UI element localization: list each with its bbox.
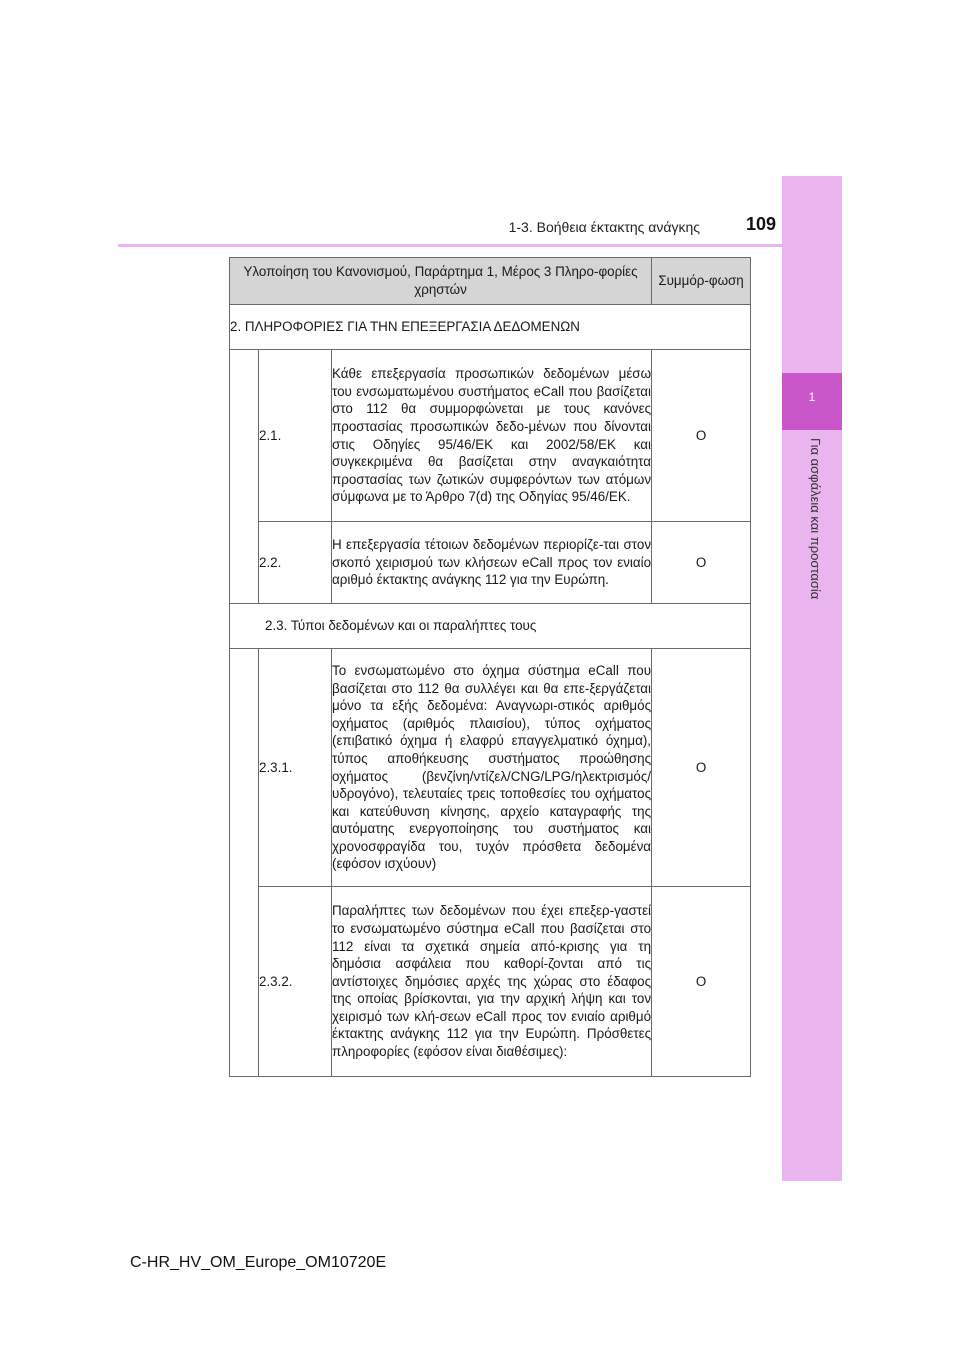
- row-text: Το ενσωματωμένο στο όχημα σύστημα eCall που βασίζεται στο 112 θα συλλέγει και θα επε-ξεργάζεται μόνο τα εξής δεδομένα: Αναγνωρι-στικός αριθμός οχήματος (αριθμός πλαισίου), τύπος οχήματος (επιβατικό όχημα ή ελαφρύ επαγγελματικό όχημα), τύπος αποθήκευσης συστήματος προώθησης οχήματος (βενζίνη/ντίζελ/CNG/LPG/ηλεκτρισμός/υδρογόνο), τελευταίες τρεις τοποθεσίες του οχήματος και κατεύθυνση κίνησης, αρχείο καταγραφής της αυτόματης ενεργοποίησης του συστήματος και χρονοσφραγίδα του, τυχόν πρόσθετα δεδομένα (εφόσον ισχύουν): [332, 649, 652, 887]
- row-number: 2.3.2.: [259, 887, 332, 1077]
- section-heading: 2. ΠΛΗΡΟΦΟΡΙΕΣ ΓΙΑ ΤΗΝ ΕΠΕΞΕΡΓΑΣΙΑ ΔΕΔΟΜΕΝΩΝ: [230, 305, 751, 350]
- row-text: Παραλήπτες των δεδομένων που έχει επεξερ-γαστεί το ενσωματωμένο σύστημα eCall που βασίζεται στο 112 είναι τα σχετικά σημεία από-κρισης για τη δημόσια ασφάλεια που καθορί-ζονται από τις αντίστοιχες δημόσιες αρχές της χώρας στο έδαφος της οποίας βρίσκονται, για την αρχική λήψη και τον χειρισμό των κλή-σεων eCall προς τον ενιαίο αριθμό έκτακτης ανάγκης 112 για την Ευρώπη. Πρόσθετες πληροφορίες (εφόσον είναι διαθέσιμες):: [332, 887, 652, 1077]
- section-row: [230, 305, 751, 350]
- indent-cell: [230, 350, 259, 604]
- header-divider: [118, 244, 782, 247]
- row-text: Η επεξεργασία τέτοιων δεδομένων περιορίζε-ται στον σκοπό χειρισμού των κλήσεων eCall προς τον ενιαίο αριθμό έκτακτης ανάγκης 112 για την Ευρώπη.: [332, 522, 652, 604]
- regulation-table: [229, 257, 751, 1077]
- header-compliance: Συμμόρ-φωση: [652, 258, 751, 305]
- section-row: [230, 604, 751, 649]
- section-title: 1-3. Βοήθεια έκτακτης ανάγκης: [508, 219, 700, 235]
- row-compliance: O: [652, 350, 751, 522]
- table-row: [230, 649, 751, 887]
- table-header-row: [230, 258, 751, 305]
- row-number: 2.2.: [259, 522, 332, 604]
- table-row: [230, 887, 751, 1077]
- section-heading: 2.3. Τύποι δεδομένων και οι παραλήπτες τους: [230, 604, 751, 649]
- row-number: 2.3.1.: [259, 649, 332, 887]
- row-compliance: O: [652, 522, 751, 604]
- row-number: 2.1.: [259, 350, 332, 522]
- table-row: [230, 522, 751, 604]
- chapter-label: Για ασφάλεια και προστασία: [808, 438, 823, 600]
- table-row: [230, 350, 751, 522]
- header-requirement: Υλοποίηση του Κανονισμού, Παράρτημα 1, Μέρος 3 Πληρο-φορίες χρηστών: [230, 258, 652, 305]
- row-compliance: O: [652, 649, 751, 887]
- row-compliance: O: [652, 887, 751, 1077]
- indent-cell: [230, 649, 259, 1077]
- chapter-side-tab: [782, 176, 842, 1181]
- page-number: 109: [745, 214, 776, 234]
- document-code: C-HR_HV_OM_Europe_OM10720E: [130, 1254, 387, 1271]
- chapter-number: 1: [808, 390, 816, 404]
- row-text: Κάθε επεξεργασία προσωπικών δεδομένων μέσω του ενσωματωμένου συστήματος eCall που βασίζεται στο 112 θα συμμορφώνεται με τους κανόνες προστασίας προσωπικών δεδο-μένων που δίνονται στις Οδηγίες 95/46/ΕΚ και 2002/58/ΕΚ και συγκεκριμένα θα βασίζεται στην αναγκαιότητα προστασίας των ζωτικών συμφερόντων των ατόμων σύμφωνα με το Άρθρο 7(d) της Οδηγίας 95/46/ΕΚ.: [332, 350, 652, 522]
